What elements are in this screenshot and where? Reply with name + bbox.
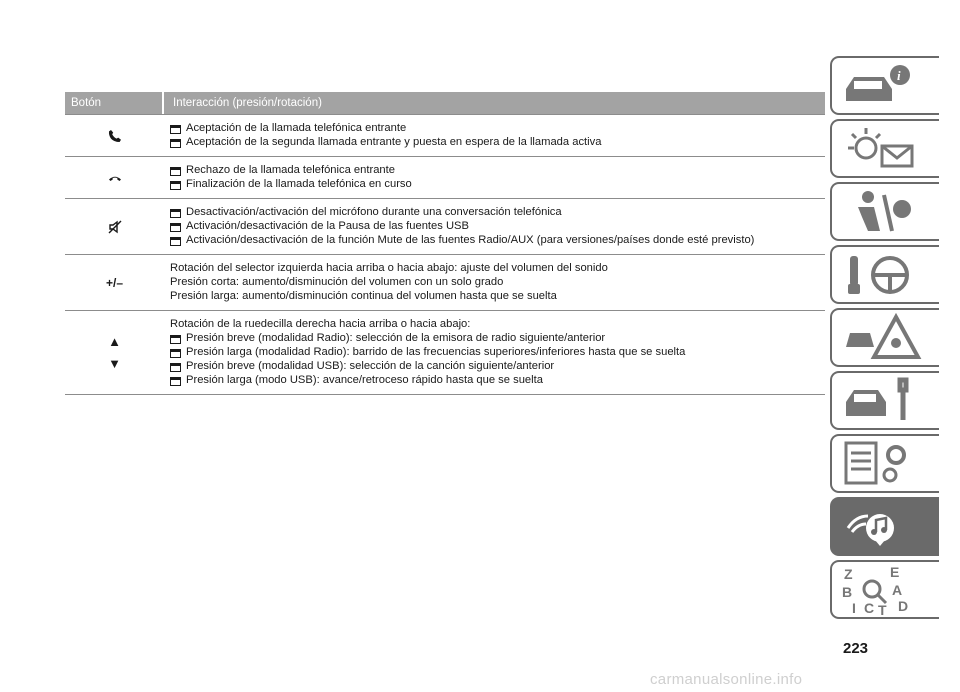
tab-warning-lights[interactable] (830, 119, 939, 178)
button-cell (65, 199, 164, 254)
list-item: Presión corta: aumento/disminución del volumen con un solo grado (170, 276, 504, 288)
list-item: Rechazo de la llamada telefónica entrante (170, 163, 825, 177)
multimedia-music-icon (840, 502, 930, 552)
button-cell (65, 115, 164, 156)
bullet-icon (170, 222, 181, 231)
bullet-icon (170, 236, 181, 245)
bullet-icon (170, 208, 181, 217)
alphabet-index-icon (840, 565, 930, 615)
bullet-icon (170, 362, 181, 371)
table-row (65, 254, 825, 310)
tab-safety[interactable] (830, 182, 939, 241)
table-row (65, 156, 825, 198)
mute-icon (108, 220, 122, 234)
phone-hangup-icon (108, 174, 122, 182)
tab-maintenance[interactable] (830, 371, 939, 430)
list-gears-icon (840, 439, 930, 489)
controls-table (65, 92, 825, 395)
svg-text:T: T (878, 602, 887, 615)
list-item: Presión larga (modo USB): avance/retroceso rápido hasta que se suelta (170, 373, 825, 387)
button-cell (65, 255, 164, 310)
tab-car-info[interactable] (830, 56, 939, 115)
table-row (65, 114, 825, 156)
bullet-icon (170, 348, 181, 357)
svg-text:D: D (898, 598, 909, 614)
page-number: 223 (843, 640, 869, 657)
list-item: Presión larga (modalidad Radio): barrido de las frecuencias superiores/inferiores hasta que se suelta (170, 345, 825, 359)
hazard-triangle-icon (840, 313, 930, 363)
svg-text:A: A (892, 582, 903, 598)
list-item: Presión larga: aumento/disminución continua del volumen hasta que se suelta (170, 290, 557, 302)
warning-lights-icon (840, 124, 930, 174)
list-item: Aceptación de la segunda llamada entrante y puesta en espera de la llamada activa (170, 135, 825, 149)
table-row (65, 198, 825, 254)
svg-text:C: C (864, 600, 875, 615)
svg-text:Z: Z (844, 566, 853, 582)
bullet-icon (170, 124, 181, 133)
watermark: carmanualsonline.info (650, 671, 803, 688)
table-row (65, 310, 825, 395)
button-cell (65, 311, 164, 394)
table-header (65, 92, 825, 114)
volume-symbol: +/– (105, 275, 123, 290)
list-item: Activación/desactivación de la función Mute de las fuentes Radio/AUX (para versiones/países donde esté previsto) (170, 233, 825, 247)
list-item: Desactivación/activación del micrófono durante una conversación telefónica (170, 205, 825, 219)
list-item: Activación/desactivación de la Pausa de las fuentes USB (170, 219, 825, 233)
bullet-icon (170, 180, 181, 189)
airbag-seat-icon (840, 187, 930, 237)
header-button-column: Botón (65, 92, 162, 114)
svg-text:E: E (890, 565, 900, 580)
list-item: Finalización de la llamada telefónica en curso (170, 177, 825, 191)
bullet-icon (170, 334, 181, 343)
svg-text:I: I (852, 600, 856, 615)
tab-starting-driving[interactable] (830, 245, 939, 304)
list-item: Presión breve (modalidad USB): selección de la canción siguiente/anterior (170, 359, 825, 373)
tab-emergency[interactable] (830, 308, 939, 367)
tab-technical-data[interactable] (830, 434, 939, 493)
interaction-cell (164, 255, 825, 310)
bullet-icon (170, 138, 181, 147)
svg-text:i: i (897, 68, 901, 83)
tab-multimedia[interactable] (830, 497, 939, 556)
list-item: Rotación del selector izquierda hacia arriba o hacia abajo: ajuste del volumen del sonido (170, 262, 608, 274)
interaction-cell (164, 115, 825, 156)
list-item: Aceptación de la llamada telefónica entrante (170, 121, 825, 135)
interaction-cell (164, 157, 825, 198)
up-arrow-symbol: ▲ (108, 333, 121, 349)
interaction-cell (164, 199, 825, 254)
svg-text:B: B (842, 584, 853, 600)
button-cell (65, 157, 164, 198)
bullet-icon (170, 166, 181, 175)
interaction-cell (164, 311, 825, 394)
header-interaction-column: Interacción (presión/rotación) (164, 92, 825, 114)
down-arrow-symbol: ▼ (108, 355, 121, 371)
list-item: Presión breve (modalidad Radio): selección de la emisora de radio siguiente/anterior (170, 331, 825, 345)
car-info-icon (840, 61, 930, 111)
tab-index[interactable] (830, 560, 939, 619)
list-item: Rotación de la ruedecilla derecha hacia arriba o hacia abajo: (170, 318, 471, 330)
key-steering-wheel-icon (840, 250, 930, 300)
phone-accept-icon (108, 129, 122, 143)
bullet-icon (170, 376, 181, 385)
car-wrench-icon (840, 376, 930, 426)
